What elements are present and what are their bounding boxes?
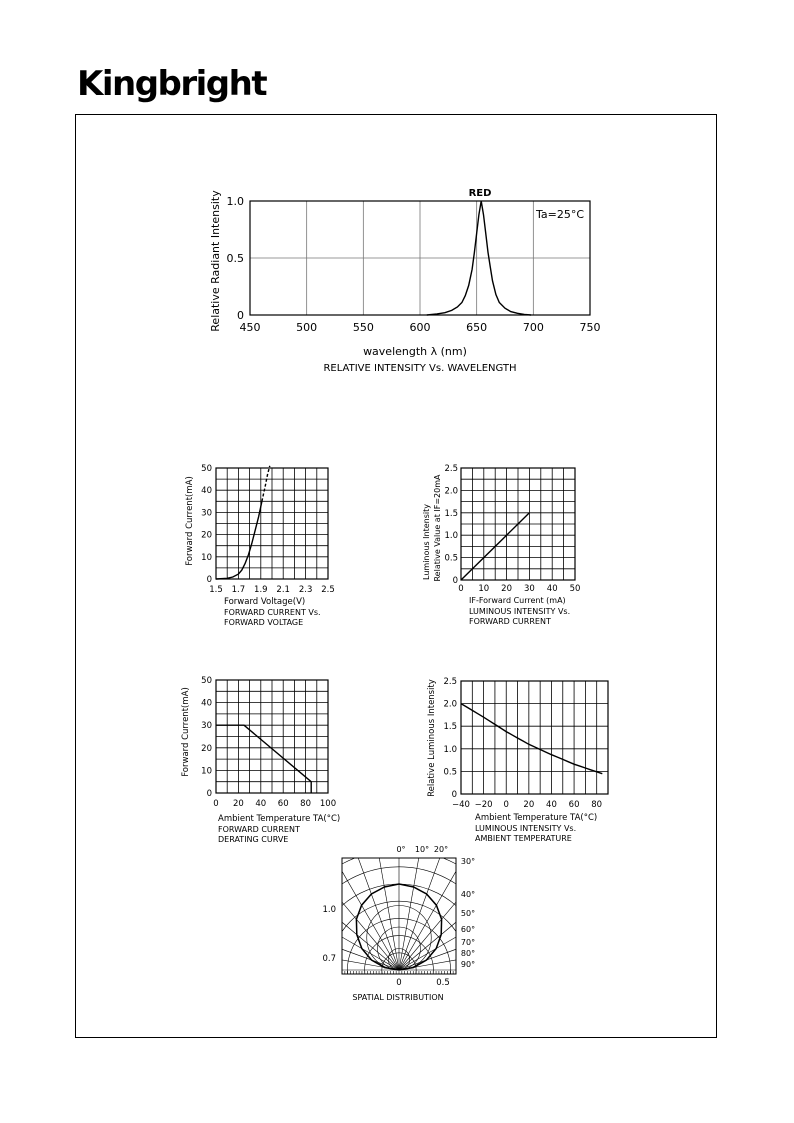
x-tick-label: 2.5 xyxy=(321,585,335,595)
angle-label: 0° xyxy=(396,845,406,854)
grid-temp-intensity xyxy=(461,681,608,794)
chart-spectrum xyxy=(209,188,601,374)
x-tick-label: 500 xyxy=(296,321,318,334)
y-tick-label: 2.0 xyxy=(444,486,458,497)
x-tick-label: 80 xyxy=(300,799,312,809)
y-axis-label: Luminous Intensity xyxy=(422,504,431,580)
chart-title-line: DERATING CURVE xyxy=(218,835,289,844)
series-line-iv xyxy=(216,501,262,579)
x-tick-label: 1.9 xyxy=(254,585,268,595)
y-tick-label: 0 xyxy=(237,308,244,322)
x-tick-label: 40 xyxy=(546,800,557,810)
chart-title-line: FORWARD CURRENT Vs. xyxy=(224,608,321,617)
chart-temp-intensity xyxy=(427,677,608,843)
y-tick-label: 1.0 xyxy=(443,744,457,755)
y-tick-label: 30 xyxy=(201,508,212,519)
x-tick-label: 450 xyxy=(239,321,261,334)
x-tick-label: 550 xyxy=(352,321,374,334)
x-tick-label: 0 xyxy=(503,800,509,810)
x-tick-label: 10 xyxy=(478,584,490,594)
polar-radial xyxy=(399,782,467,970)
y-tick-label: 2.0 xyxy=(443,699,457,710)
x-axis-label: Ambient Temperature TA(°C) xyxy=(218,814,341,824)
angle-label: 60° xyxy=(460,925,476,934)
plot-frame xyxy=(461,681,608,794)
condition-label: Ta=25°C xyxy=(535,208,585,221)
polar-radial xyxy=(399,841,552,970)
x-axis-label: IF-Forward Current (mA) xyxy=(469,596,566,605)
scale-label-bottom: 0 xyxy=(396,978,402,988)
chart-title-line: AMBIENT TEMPERATURE xyxy=(475,834,572,843)
y-tick-label: 0.5 xyxy=(443,767,457,778)
chart-iv-intensity xyxy=(422,464,580,626)
x-tick-label: 1.5 xyxy=(209,585,223,595)
x-tick-label: 60 xyxy=(277,799,289,809)
x-tick-label: 2.1 xyxy=(276,585,290,595)
x-tick-label: 0 xyxy=(458,584,464,594)
polar-radial xyxy=(399,870,572,970)
y-tick-label: 0.5 xyxy=(226,251,244,265)
y-tick-label: 10 xyxy=(201,766,212,777)
y-tick-label: 50 xyxy=(201,463,212,474)
y-axis-label: Relative Luminous Intensity xyxy=(427,679,437,797)
y-tick-label: 1.0 xyxy=(226,194,244,208)
angle-label: 80° xyxy=(460,949,476,958)
angle-label: 20° xyxy=(433,845,449,854)
angle-label: 90° xyxy=(460,960,476,969)
polar-radial xyxy=(331,782,399,970)
x-tick-label: 30 xyxy=(523,584,535,594)
x-tick-label: 600 xyxy=(409,321,431,334)
x-tick-label: 40 xyxy=(546,584,558,594)
scale-label-left: 0.7 xyxy=(322,954,336,964)
y-tick-label: 0.5 xyxy=(444,553,458,564)
y-tick-label: 20 xyxy=(201,743,212,754)
x-tick-label: 40 xyxy=(255,799,267,809)
x-tick-label: 1.7 xyxy=(231,585,246,595)
y-tick-label: 0 xyxy=(451,790,457,800)
x-tick-label: 0 xyxy=(213,799,219,809)
y-tick-label: 0 xyxy=(452,575,458,586)
y-tick-label: 10 xyxy=(201,552,212,563)
angle-label: 70° xyxy=(460,938,476,947)
x-tick-label: 50 xyxy=(569,584,581,594)
y-tick-label: 50 xyxy=(201,675,212,686)
y-axis-label: Relative Value at IF=20mA xyxy=(433,474,442,582)
x-tick-label: 80 xyxy=(591,800,603,810)
x-tick-label: 650 xyxy=(466,321,488,334)
series-line-iv-dashed xyxy=(262,466,270,502)
chart-title: RELATIVE INTENSITY Vs. WAVELENGTH xyxy=(323,363,517,374)
x-tick-label: 700 xyxy=(522,321,544,334)
y-axis-label: Forward Current(mA) xyxy=(181,687,191,777)
y-tick-label: 40 xyxy=(201,486,212,497)
y-tick-label: 0 xyxy=(206,788,212,799)
brand-logo: Kingbright xyxy=(77,64,267,104)
angle-label: 40° xyxy=(460,890,476,899)
x-tick-label: 2.3 xyxy=(298,585,313,595)
series-line-temperature xyxy=(461,704,602,774)
angle-label: 10° xyxy=(414,845,430,854)
y-tick-label: 40 xyxy=(201,698,212,709)
y-tick-label: 1.5 xyxy=(444,508,458,519)
chart-title-line: LUMINOUS INTENSITY Vs. xyxy=(469,607,571,616)
chart-iv xyxy=(185,464,335,627)
y-tick-label: 30 xyxy=(201,721,212,732)
x-axis-label: Forward Voltage(V) xyxy=(224,597,306,607)
chart-derating xyxy=(181,676,340,844)
y-tick-label: 1.0 xyxy=(444,531,458,542)
chart-title-line: FORWARD VOLTAGE xyxy=(224,618,304,627)
grid-iv xyxy=(216,468,328,579)
x-tick-label: 100 xyxy=(319,799,337,809)
x-tick-label: −20 xyxy=(474,800,493,810)
y-tick-label: 2.5 xyxy=(443,677,457,687)
angle-label: 30° xyxy=(460,857,476,866)
x-axis-label: wavelength λ (nm) xyxy=(363,345,467,358)
scale-label-left: 1.0 xyxy=(322,905,336,915)
x-tick-label: 60 xyxy=(568,800,580,810)
series-label: RED xyxy=(468,188,492,199)
angle-label: 50° xyxy=(460,909,476,918)
x-axis-label: Ambient Temperature TA(°C) xyxy=(475,813,598,823)
chart-title-line: FORWARD CURRENT xyxy=(469,617,551,626)
scale-label-bottom: 0.5 xyxy=(436,978,450,988)
x-tick-label: 20 xyxy=(501,584,513,594)
y-axis-label: Forward Current(mA) xyxy=(185,476,195,566)
chart-title: SPATIAL DISTRIBUTION xyxy=(352,993,444,1002)
x-tick-label: 750 xyxy=(579,321,601,334)
chart-title-line: LUMINOUS INTENSITY Vs. xyxy=(475,824,577,833)
y-axis-label: Relative Radiant Intensity xyxy=(209,190,222,332)
polar-radial xyxy=(270,817,399,970)
x-tick-label: 20 xyxy=(523,800,535,810)
x-tick-label: 20 xyxy=(232,799,244,809)
x-tick-label: −40 xyxy=(452,800,470,810)
chart-title-line: FORWARD CURRENT xyxy=(218,825,300,834)
y-tick-label: 1.5 xyxy=(443,722,457,733)
y-tick-label: 0 xyxy=(206,574,212,585)
y-tick-label: 20 xyxy=(201,530,212,541)
polar-radial xyxy=(226,870,399,970)
grid-derating xyxy=(216,680,328,793)
y-tick-label: 2.5 xyxy=(444,463,458,474)
